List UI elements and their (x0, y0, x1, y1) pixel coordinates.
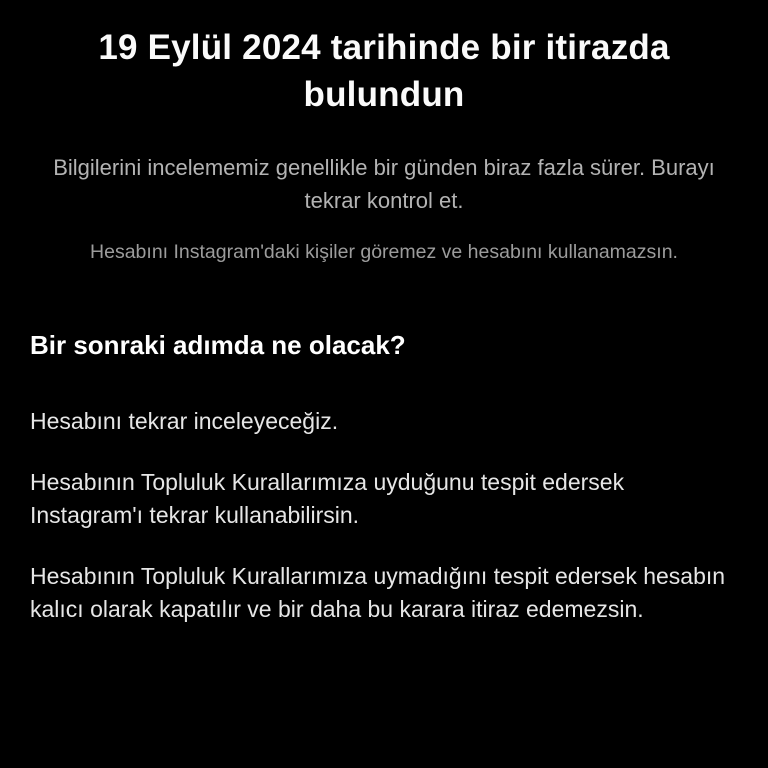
next-steps-heading: Bir sonraki adımda ne olacak? (30, 329, 406, 360)
next-steps-paragraph-disable: Hesabının Topluluk Kurallarımıza uymadığını tespit edersek hesabın kalıcı olarak kapatılır ve bir daha bu karara itiraz edemezsin. (30, 562, 726, 622)
next-steps-paragraph-restore: Hesabının Topluluk Kurallarımıza uyduğunu tespit edersek Instagram'ı tekrar kullanabilirsin. (30, 468, 625, 528)
next-steps-section (0, 329, 768, 626)
account-visibility-note: Hesabını Instagram'daki kişiler göremez ve hesabını kullanamazsın. (90, 240, 678, 263)
next-steps-paragraph-review: Hesabını tekrar inceleyeceğiz. (30, 407, 339, 434)
review-duration-subtitle: Bilgilerini incelememiz genellikle bir günden biraz fazla sürer. Burayı tekrar kontrol et. (53, 154, 715, 213)
page-title: 19 Eylül 2024 tarihinde bir itirazda bulundun (98, 28, 670, 115)
